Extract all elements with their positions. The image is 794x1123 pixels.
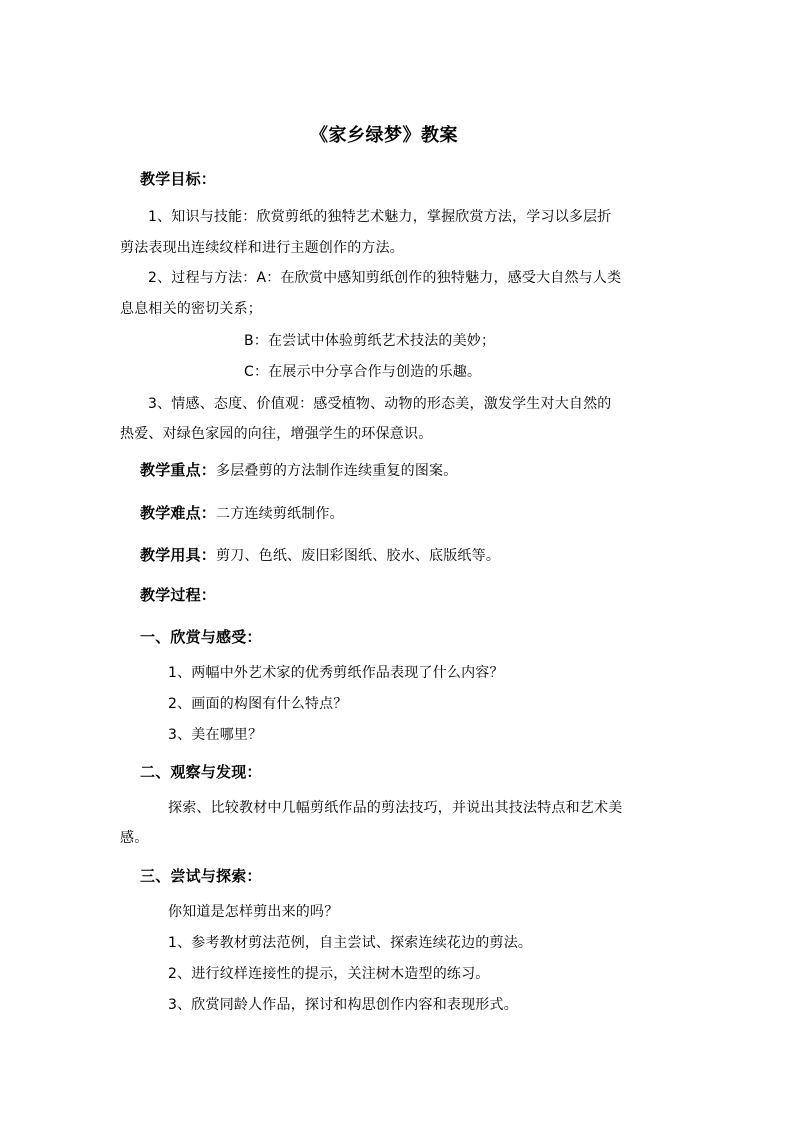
key-point-label: 教学重点： (140, 461, 217, 479)
section-2-line-1: 探索、比较教材中几幅剪纸作品的剪法技巧，并说出其技法特点和艺术美 (168, 800, 623, 816)
section-3-item-3: 3、欣赏同龄人作品，探讨和构思创作内容和表现形式。 (168, 997, 518, 1013)
key-point (140, 460, 457, 481)
objective-3-line-1: 3、情感、态度、价值观：感受植物、动物的形态美，激发学生对大自然的 (148, 396, 612, 412)
difficulty (140, 503, 344, 524)
section-1-item-3: 3、美在哪里？ (168, 727, 263, 743)
section-1-heading: 一、欣赏与感受： (140, 628, 262, 646)
objectives-heading: 教学目标： (140, 170, 217, 188)
section-2-heading: 二、观察与发现： (140, 763, 262, 781)
objective-3-line-2: 热爱、对绿色家园的向往，增强学生的环保意识。 (120, 426, 433, 442)
objective-2-line-1: 2、过程与方法：A：在欣赏中感知剪纸创作的独特魅力，感受大自然与人类 (148, 270, 622, 286)
process-heading: 教学过程： (140, 586, 217, 604)
tools-label: 教学用具： (140, 546, 217, 564)
section-3-intro: 你知道是怎样剪出来的吗？ (168, 904, 339, 920)
difficulty-text: 二方连续剪纸制作。 (216, 506, 344, 522)
objective-2-b: B：在尝试中体验剪纸艺术技法的美妙； (244, 333, 496, 349)
section-3-heading: 三、尝试与探索： (140, 867, 262, 885)
section-1-item-2: 2、画面的构图有什么特点？ (168, 696, 348, 712)
objective-2-c: C：在展示中分享合作与创造的乐趣。 (244, 364, 482, 380)
section-2-line-2: 感。 (120, 830, 149, 846)
section-3-item-1: 1、参考教材剪法范例，自主尝试、探索连续花边的剪法。 (168, 935, 533, 951)
section-3-item-2: 2、进行纹样连接性的提示，关注树木造型的练习。 (168, 966, 490, 982)
difficulty-label: 教学难点： (140, 504, 217, 522)
key-point-text: 多层叠剪的方法制作连续重复的图案。 (216, 463, 458, 479)
objective-1-line-1: 1、知识与技能：欣赏剪纸的独特艺术魅力，掌握欣赏方法，学习以多层折 (148, 209, 612, 225)
objective-1-line-2: 剪法表现出连续纹样和进行主题创作的方法。 (120, 240, 404, 256)
document-title: 《家乡绿梦》教案 (310, 125, 458, 146)
tools (140, 545, 500, 566)
objective-2-line-2: 息息相关的密切关系； (120, 301, 262, 317)
section-1-item-1: 1、两幅中外艺术家的优秀剪纸作品表现了什么内容？ (168, 665, 504, 681)
tools-text: 剪刀、色纸、废旧彩图纸、胶水、底版纸等。 (216, 548, 501, 564)
